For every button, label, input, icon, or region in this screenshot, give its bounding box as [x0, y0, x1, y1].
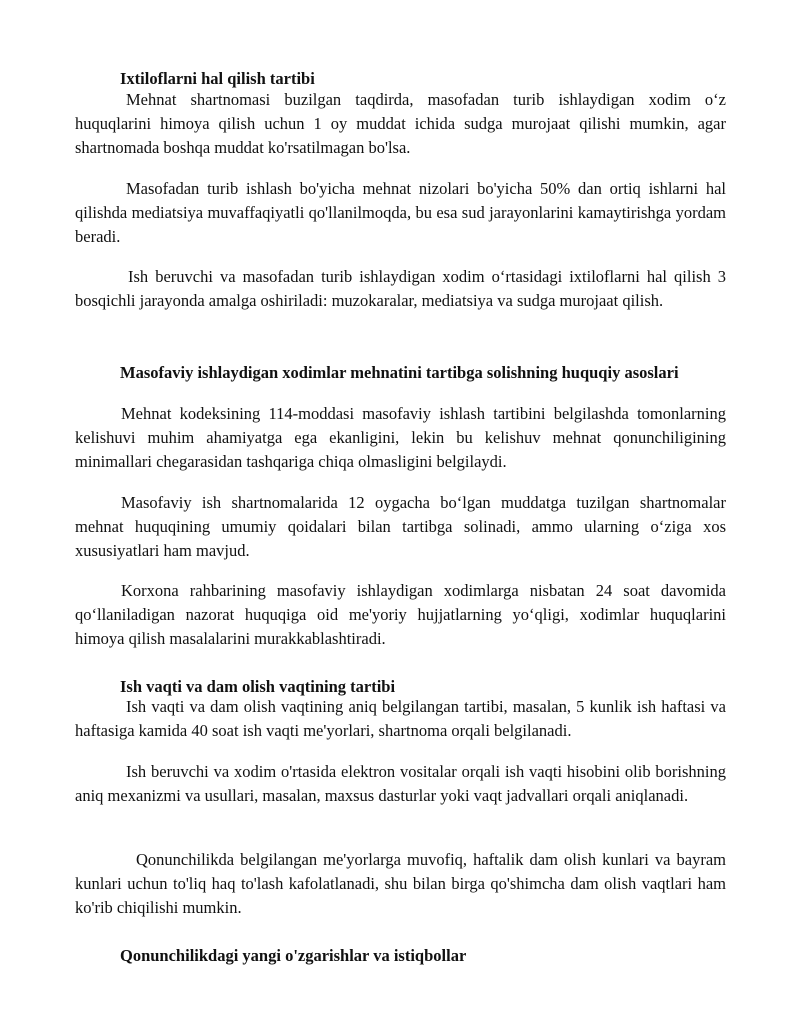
section-heading-legal-basis: Masofaviy ishlaydigan xodimlar mehnatini tartibga solishning huquqiy asoslari [120, 363, 679, 382]
section-heading-new-changes: Qonunchilikdagi yangi o'zgarishlar va istiqbollar [120, 946, 467, 965]
paragraph: Mehnat kodeksining 114-moddasi masofaviy ishlash tartibini belgilashda tomonlarning kelishuvi muhim ahamiyatga ega ekanligini, lekin bu kelishuv mehnat qonunchiligining minimallari chegarasidan tashqariga chiqa olmasligini belgilaydi. [75, 404, 726, 471]
section-heading-work-time: Ish vaqti va dam olish vaqtining tartibi [120, 677, 396, 696]
paragraph: Ish beruvchi va xodim o'rtasida elektron vositalar orqali ish vaqti hisobini olib borishning aniq mexanizmi va usullari, masalan, maxsus dasturlar yoki vaqt jadvallari orqali aniqlanadi. [75, 762, 726, 805]
paragraph: Masofaviy ish shartnomalarida 12 oygacha bo‘lgan muddatga tuzilgan shartnomalar mehnat huquqining umumiy qoidalari bilan tartibga solinadi, ammo ularning o‘ziga xos xususiyatlari ham mavjud. [75, 493, 726, 560]
paragraph: Qonunchilikda belgilangan me'yorlarga muvofiq, haftalik dam olish kunlari va bayram kunlari uchun to'liq haq to'lash kafolatlanadi, shu bilan birga qo'shimcha dam olish vaqtlari ham ko'rib chiqilishi mumkin. [75, 850, 726, 917]
paragraph: Ish beruvchi va masofadan turib ishlaydigan xodim o‘rtasidagi ixtiloflarni hal qilish 3 bosqichli jarayonda amalga oshiriladi: muzokaralar, mediatsiya va sudga murojaat qilish. [75, 267, 726, 310]
paragraph: Korxona rahbarining masofaviy ishlaydigan xodimlarga nisbatan 24 soat davomida qo‘llaniladigan nazorat huquqiga oid me'yoriy hujjatlarning yo‘qligi, xodimlar huquqlarini himoya qilish masalalarini murakkablashtiradi. [75, 581, 726, 648]
paragraph: Ish vaqti va dam olish vaqtining aniq belgilangan tartibi, masalan, 5 kunlik ish haftasi va haftasiga kamida 40 soat ish vaqti me'yorlari, shartnoma orqali belgilanadi. [75, 697, 726, 740]
paragraph: Mehnat shartnomasi buzilgan taqdirda, masofadan turib ishlaydigan xodim o‘z huquqlarini himoya qilish uchun 1 oy muddat ichida sudga murojaat qilishi mumkin, agar shartnomada boshqa muddat ko'rsatilmagan bo'lsa. [75, 90, 726, 157]
section-heading-disputes: Ixtiloflarni hal qilish tartibi [120, 69, 315, 88]
paragraph: Masofadan turib ishlash bo'yicha mehnat nizolari bo'yicha 50% dan ortiq ishlarni hal qilishda mediatsiya muvaffaqiyatli qo'llanilmoqda, bu esa sud jarayonlarini kamaytirishga yordam beradi. [75, 179, 726, 246]
